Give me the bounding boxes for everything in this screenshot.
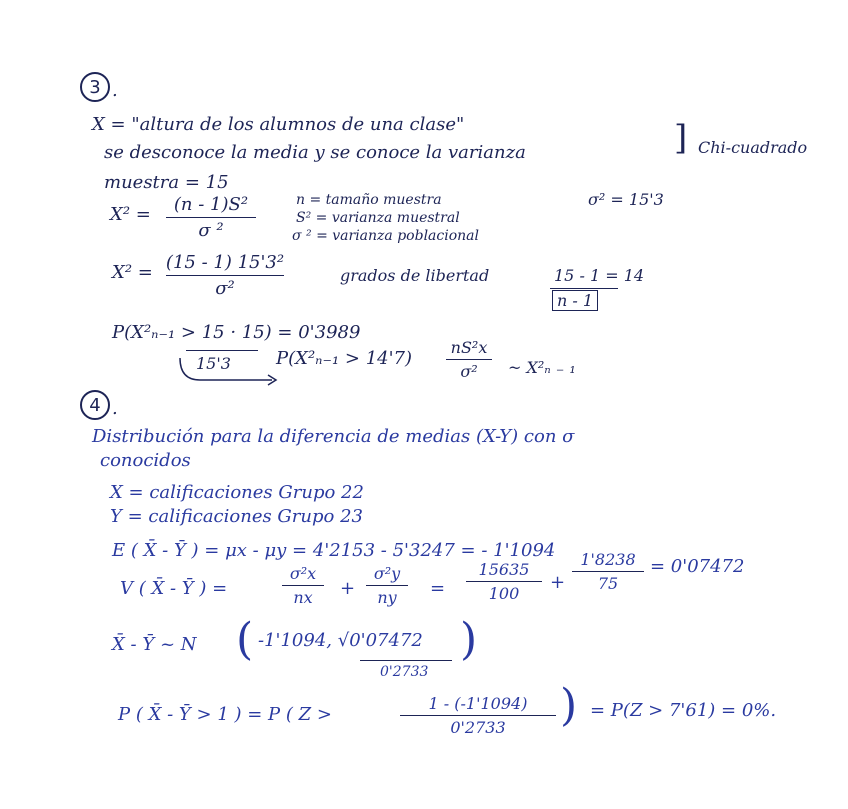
ex4-probability-result: = P(Z > 7'61) = 0%. [590, 700, 777, 721]
ex3-probability-line: P(X²ₙ₋₁ > 15 · 15) = 0'3989 [112, 322, 361, 343]
ex3-chi-label: Chi-cuadrado [698, 138, 808, 157]
ex4-variance-fraction-4-numerator: 1'8238 [580, 550, 636, 569]
ex3-variance-statement: se desconoce la media y se conoce la varianza [104, 142, 526, 163]
ex3-ratio-denominator: σ² [460, 362, 478, 381]
ex4-variance-plus-2: + [550, 572, 566, 593]
exercise-3-number-text: 3 [89, 76, 101, 98]
ex4-expectation-line: E ( X̄ - Ȳ ) = μx - μy = 4'2153 - 5'3247 = - 1'1094 [112, 540, 556, 561]
ex4-variance-fraction-2 [366, 564, 408, 607]
ex4-variance-fraction-2-denominator: ny [377, 588, 397, 607]
ex4-variance-fraction-2-numerator: σ²y [373, 564, 401, 583]
ex3-chi-substituted-numerator: (15 - 1) 15'3² [165, 252, 285, 273]
ex3-degrees-calc: 15 - 1 = 14 [554, 266, 645, 285]
exercise-4-number-text: 4 [89, 394, 101, 416]
ex3-degrees-label: grados de libertad [340, 266, 490, 285]
ex4-normal-args: -1'1094, √0'07472 [258, 630, 423, 651]
ex4-variance-fraction-4-denominator: 75 [597, 574, 619, 593]
ex4-x-definition: X = calificaciones Grupo 22 [110, 482, 364, 503]
ex4-variance-fraction-3 [466, 560, 542, 603]
ex4-normal-stddev: 0'2733 [380, 664, 429, 680]
ex4-probability-fraction [400, 694, 556, 737]
ex3-chi-substituted-denominator: σ² [215, 278, 235, 299]
exercise-3-dot: . [112, 80, 118, 101]
ex3-probability-fraction-bar [186, 350, 258, 351]
ex4-variance-fraction-4 [572, 550, 644, 593]
ex3-probability-denominator: 15'3 [196, 354, 231, 373]
ex3-chi-substituted-fraction [166, 252, 284, 299]
ex4-variance-fraction-3-denominator: 100 [488, 584, 520, 603]
ex4-title-line-2: conocidos [100, 450, 191, 471]
ex3-sample-size: muestra = 15 [104, 172, 229, 193]
ex3-legend-n: n = tamaño muestra [296, 192, 442, 208]
ex3-chi-formula-lhs: X² = [110, 204, 151, 225]
ex3-ratio-fraction [446, 338, 492, 381]
ex3-chi-formula-fraction [166, 194, 256, 241]
ex4-normal-open-paren: ( [236, 614, 254, 665]
ex3-chi-formula-numerator: (n - 1)S² [173, 194, 249, 215]
ex3-degrees-underline [550, 288, 618, 289]
ex4-probability-numerator: 1 - (-1'1094) [428, 694, 528, 713]
ex4-variance-fraction-1-numerator: σ²x [289, 564, 317, 583]
ex4-normal-label: X̄ - Ȳ ~ N [112, 634, 197, 655]
ex4-variance-lhs: V ( X̄ - Ȳ ) = [120, 578, 228, 599]
ex3-bracket: ] [674, 118, 688, 158]
ex3-chi-substituted-lhs: X² = [112, 262, 153, 283]
ex3-legend-s: S² = varianza muestral [296, 210, 460, 226]
ex3-variable-definition: X = "altura de los alumnos de una clase" [92, 114, 465, 135]
ex3-probability-result: P(X²ₙ₋₁ > 14'7) [276, 348, 413, 369]
ex4-variance-plus-1: + [340, 578, 356, 599]
ex3-ratio-distribution: ~ X²ₙ ₋ ₁ [508, 358, 576, 377]
ex3-degrees-box: n - 1 [552, 290, 598, 311]
ex4-variance-fraction-3-numerator: 15635 [478, 560, 530, 579]
ex4-probability-close-paren: ) [560, 680, 578, 731]
ex4-normal-close-paren: ) [460, 614, 478, 665]
ex4-variance-equals: = [430, 578, 446, 599]
ex3-chi-formula-denominator: σ ² [198, 220, 224, 241]
ex4-normal-sub-bar [360, 660, 452, 661]
ex4-variance-result: = 0'07472 [650, 556, 745, 577]
ex3-ratio-numerator: nS²x [450, 338, 488, 357]
ex4-probability-lhs: P ( X̄ - Ȳ > 1 ) = P ( Z > [118, 704, 332, 725]
ex4-variance-fraction-1 [282, 564, 324, 607]
ex3-legend-sigma: σ ² = varianza poblacional [292, 228, 479, 244]
ex4-y-definition: Y = calificaciones Grupo 23 [110, 506, 363, 527]
exercise-3-number [80, 72, 110, 102]
ex4-title-line-1: Distribución para la diferencia de medias (X-Y) con σ [92, 426, 575, 447]
exercise-4-number [80, 390, 110, 420]
exercise-4-dot: . [112, 398, 118, 419]
ex3-sigma-value: σ² = 15'3 [588, 190, 664, 209]
ex4-probability-denominator: 0'2733 [450, 718, 506, 737]
ex4-variance-fraction-1-denominator: nx [293, 588, 313, 607]
